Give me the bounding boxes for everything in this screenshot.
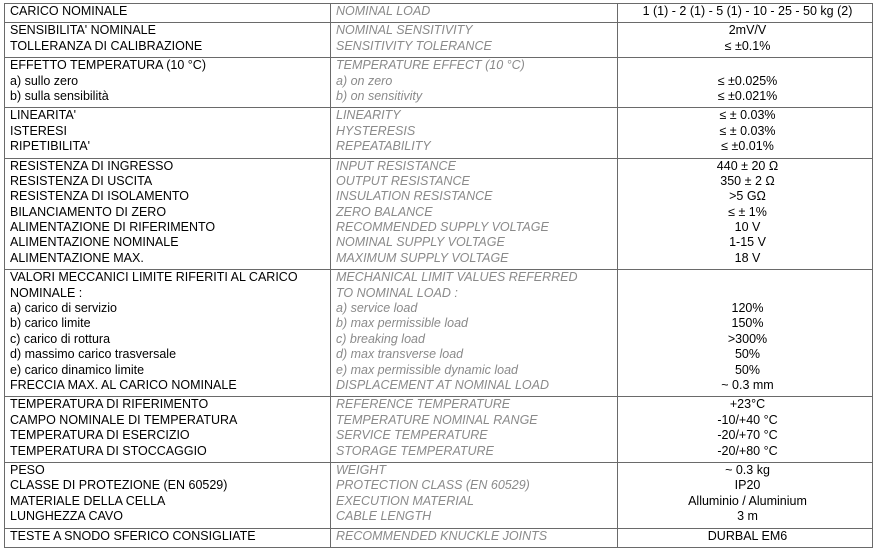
spec-group: [5, 397, 873, 463]
spec-label-it: a) carico di servizio: [10, 301, 117, 316]
spec-label-en: RECOMMENDED SUPPLY VOLTAGE: [336, 220, 549, 235]
spec-label-it-cell: [5, 4, 331, 23]
spec-value: IP20: [734, 478, 761, 493]
spec-label-it: LINEARITA': [10, 108, 77, 123]
spec-label-it: b) carico limite: [10, 316, 91, 331]
spec-label-it-cell: [5, 462, 331, 528]
spec-label-it-cell: [5, 528, 331, 547]
spec-label-en: RECOMMENDED KNUCKLE JOINTS: [336, 528, 548, 543]
spec-label-en: MECHANICAL LIMIT VALUES REFERRED: [336, 270, 578, 285]
spec-value: ≤ ±0.025%: [717, 73, 778, 88]
spec-label-en: CABLE LENGTH: [336, 509, 432, 524]
spec-label-en: SERVICE TEMPERATURE: [336, 428, 488, 443]
spec-value: -10/+40 °C: [717, 412, 778, 427]
spec-group: [5, 108, 873, 158]
spec-label-en: TEMPERATURE EFFECT (10 °C): [336, 58, 525, 73]
spec-value: 3 m: [737, 509, 758, 524]
spec-label-en: LINEARITY: [336, 108, 401, 123]
spec-value-cell: [618, 270, 873, 397]
spec-label-en: OUTPUT RESISTANCE: [336, 173, 470, 188]
spec-label-it: TEMPERATURA DI STOCCAGGIO: [10, 443, 207, 458]
spec-label-it: RIPETIBILITA': [10, 139, 90, 154]
spec-value-cell: [618, 108, 873, 158]
spec-table-body: [5, 4, 873, 548]
spec-value: 2mV/V: [728, 23, 767, 38]
spec-label-it: ISTERESI: [10, 123, 67, 138]
spec-label-en-cell: [331, 108, 618, 158]
spec-label-it-cell: [5, 58, 331, 108]
spec-label-en: NOMINAL LOAD: [336, 4, 431, 18]
spec-value: 50%: [734, 347, 761, 362]
spec-label-it-cell: [5, 270, 331, 397]
spec-label-en: HYSTERESIS: [336, 123, 416, 138]
spec-value-cell: [618, 58, 873, 108]
spec-value: ≤ ± 0.03%: [719, 108, 776, 123]
spec-label-it: CARICO NOMINALE: [10, 4, 128, 18]
spec-label-en: DISPLACEMENT AT NOMINAL LOAD: [336, 377, 550, 392]
spec-group: [5, 528, 873, 547]
spec-label-it: e) carico dinamico limite: [10, 362, 145, 377]
spec-label-en: INSULATION RESISTANCE: [336, 189, 493, 204]
spec-label-it-cell: [5, 397, 331, 463]
spec-value: +23°C: [729, 397, 766, 412]
spec-label-en: REPEATABILITY: [336, 139, 431, 154]
spec-label-en: a) on zero: [336, 73, 393, 88]
spec-label-it: TOLLERANZA DI CALIBRAZIONE: [10, 38, 203, 53]
spec-value-cell: [618, 158, 873, 270]
spec-label-it: PESO: [10, 462, 45, 477]
spec-value: 50%: [734, 362, 761, 377]
spec-label-it: TEMPERATURA DI ESERCIZIO: [10, 428, 190, 443]
spec-label-it: ALIMENTAZIONE MAX.: [10, 250, 144, 265]
spec-label-en: INPUT RESISTANCE: [336, 158, 456, 173]
spec-label-it: NOMINALE :: [10, 285, 83, 300]
spec-group: [5, 270, 873, 397]
spec-value: ≤ ±0.021%: [717, 88, 778, 103]
spec-value-cell: [618, 528, 873, 547]
spec-label-en-cell: [331, 462, 618, 528]
spec-value: [623, 270, 872, 285]
spec-value-cell: [618, 23, 873, 58]
spec-label-it-cell: [5, 158, 331, 270]
spec-label-en: STORAGE TEMPERATURE: [336, 443, 494, 458]
spec-value: 10 V: [734, 220, 761, 235]
spec-label-it: RESISTENZA DI ISOLAMENTO: [10, 189, 189, 204]
spec-label-it: VALORI MECCANICI LIMITE RIFERITI AL CARICO: [10, 270, 298, 285]
spec-label-it: a) sullo zero: [10, 73, 79, 88]
spec-label-en-cell: [331, 58, 618, 108]
spec-label-en: d) max transverse load: [336, 347, 464, 362]
spec-value: 440 ± 20 Ω: [716, 158, 779, 173]
spec-label-en: WEIGHT: [336, 462, 386, 477]
spec-label-en: TEMPERATURE NOMINAL RANGE: [336, 412, 538, 427]
spec-label-en: b) on sensitivity: [336, 88, 423, 103]
spec-label-en: b) max permissible load: [336, 316, 468, 331]
spec-label-it: d) massimo carico trasversale: [10, 347, 177, 362]
spec-label-en: NOMINAL SENSITIVITY: [336, 23, 473, 38]
spec-label-en-cell: [331, 528, 618, 547]
spec-label-en: MAXIMUM SUPPLY VOLTAGE: [336, 250, 509, 265]
spec-value: ≤ ±0.1%: [724, 38, 771, 53]
spec-value: [623, 286, 872, 301]
specification-table: [4, 3, 873, 548]
spec-label-it: CAMPO NOMINALE DI TEMPERATURA: [10, 412, 238, 427]
spec-label-it: SENSIBILITA' NOMINALE: [10, 23, 156, 38]
spec-value: ≤ ± 1%: [728, 204, 767, 219]
spec-label-en: EXECUTION MATERIAL: [336, 493, 474, 508]
spec-label-en: SENSITIVITY TOLERANCE: [336, 38, 492, 53]
spec-label-en: c) breaking load: [336, 331, 425, 346]
spec-label-it: RESISTENZA DI USCITA: [10, 173, 153, 188]
spec-group: [5, 23, 873, 58]
spec-label-it: ALIMENTAZIONE DI RIFERIMENTO: [10, 220, 216, 235]
spec-label-it: EFFETTO TEMPERATURA (10 °C): [10, 58, 206, 73]
spec-group: [5, 462, 873, 528]
spec-value: ≤ ± 0.03%: [719, 123, 776, 138]
spec-label-en: ZERO BALANCE: [336, 204, 433, 219]
spec-label-en-cell: [331, 270, 618, 397]
spec-label-it: BILANCIAMENTO DI ZERO: [10, 204, 167, 219]
spec-label-it: CLASSE DI PROTEZIONE (EN 60529): [10, 478, 228, 493]
spec-label-it: b) sulla sensibilità: [10, 88, 109, 103]
spec-label-en: e) max permissible dynamic load: [336, 362, 519, 377]
spec-label-en-cell: [331, 23, 618, 58]
spec-label-en-cell: [331, 397, 618, 463]
spec-value: 150%: [731, 316, 764, 331]
spec-group: [5, 58, 873, 108]
spec-label-en: TO NOMINAL LOAD :: [336, 285, 458, 300]
spec-label-en: a) service load: [336, 301, 418, 316]
spec-value: -20/+80 °C: [717, 443, 778, 458]
spec-value: ≤ ±0.01%: [721, 139, 774, 154]
spec-value: [623, 58, 872, 73]
spec-group: [5, 4, 873, 23]
spec-label-en-cell: [331, 158, 618, 270]
spec-label-it: RESISTENZA DI INGRESSO: [10, 158, 174, 173]
spec-value-cell: [618, 397, 873, 463]
spec-group: [5, 158, 873, 270]
spec-label-it: c) carico di rottura: [10, 331, 111, 346]
spec-label-it-cell: [5, 108, 331, 158]
spec-value: 350 ± 2 Ω: [720, 173, 775, 188]
spec-value: >5 GΩ: [729, 189, 766, 204]
spec-label-it: TESTE A SNODO SFERICO CONSIGLIATE: [10, 528, 256, 543]
spec-value: ~ 0.3 mm: [721, 377, 774, 392]
spec-value: ~ 0.3 kg: [725, 462, 770, 477]
spec-value: 120%: [731, 301, 764, 316]
spec-label-it-cell: [5, 23, 331, 58]
spec-value: Alluminio / Aluminium: [688, 493, 807, 508]
spec-label-it: TEMPERATURA DI RIFERIMENTO: [10, 397, 209, 412]
spec-label-en-cell: [331, 4, 618, 23]
spec-value: 1 (1) - 2 (1) - 5 (1) - 10 - 25 - 50 kg (2): [642, 4, 853, 18]
spec-label-en: NOMINAL SUPPLY VOLTAGE: [336, 235, 505, 250]
spec-value: DURBAL EM6: [707, 528, 788, 543]
spec-label-it: MATERIALE DELLA CELLA: [10, 493, 166, 508]
spec-value-cell: [618, 462, 873, 528]
spec-value-cell: [618, 4, 873, 23]
spec-label-en: REFERENCE TEMPERATURE: [336, 397, 511, 412]
spec-value: 1-15 V: [729, 235, 766, 250]
spec-label-it: ALIMENTAZIONE NOMINALE: [10, 235, 179, 250]
spec-value: >300%: [727, 331, 768, 346]
spec-value: 18 V: [734, 250, 761, 265]
spec-value: -20/+70 °C: [717, 428, 778, 443]
spec-label-it: LUNGHEZZA CAVO: [10, 509, 123, 524]
spec-label-en: PROTECTION CLASS (EN 60529): [336, 478, 530, 493]
spec-label-it: FRECCIA MAX. AL CARICO NOMINALE: [10, 377, 237, 392]
